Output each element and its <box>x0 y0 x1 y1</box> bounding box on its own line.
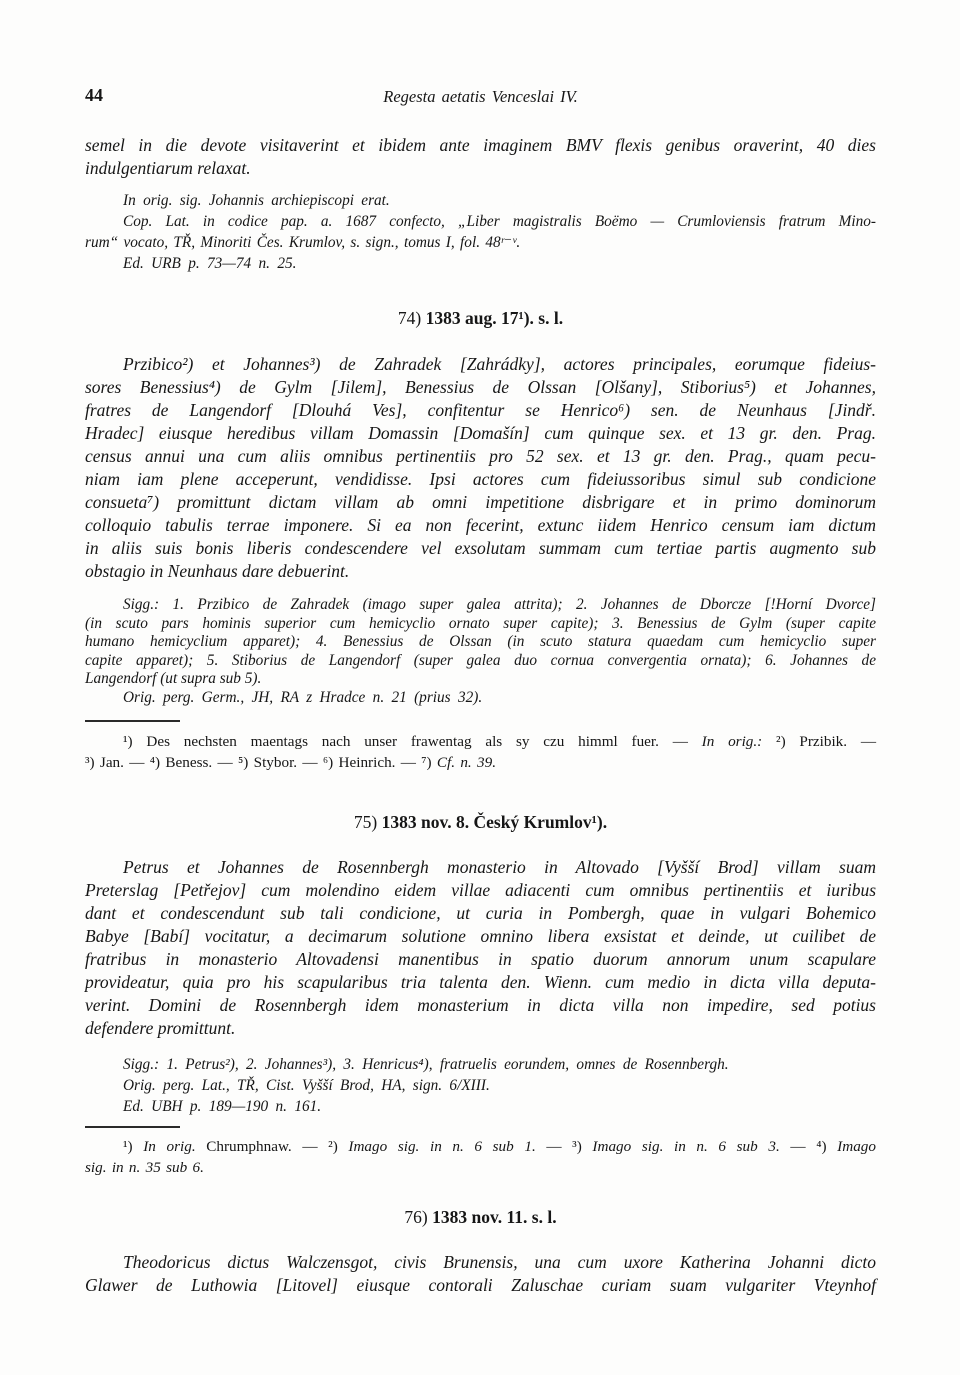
text-line: colloquio tabulis terrae imponere. Si ea non fecerint, extunc iidem Henrico censum iam dictum <box>85 515 876 535</box>
entry-75-footnotes <box>85 1136 876 1178</box>
text-line: Hradec] eiusque heredibus villam Domassin [Domašín] cum quinque sex. et 13 gr. den. Prag. <box>85 423 876 443</box>
text-line: rum“ vocato, TŘ, Minoriti Čes. Krumlov, s. sign., tomus I, fol. 48ʳ⁻ᵛ. <box>85 234 521 251</box>
text-line: consueta⁷) promittunt dictam villam ab omni impetitione disbrigare et in primo dominorum <box>85 492 876 512</box>
text-line: Glawer de Luthowia [Litovel] eiusque contorali Zaluschae curiam suam vulgariter Vteynhof <box>85 1275 876 1295</box>
entry-74-body <box>85 353 876 583</box>
entry-74-orig <box>85 689 876 708</box>
text-line: 75) 1383 nov. 8. Český Krumlov¹). <box>353 812 608 832</box>
text-line: niam iam plene acceperunt, vendidisse. Ipsi actores cum fideiussoribus simul sub condicione <box>85 469 876 489</box>
text-line: sores Benessius⁴) de Gylm [Jilem], Benessius de Olssan [Olšany], Stiborius⁵) et Johannes, <box>85 377 876 397</box>
text-line: Petrus et Johannes de Rosennbergh monasterio in Altovado [Vyšší Brod] villam suam <box>123 857 876 877</box>
text-line: fratres de Langendorf [Dlouhá Ves], confitentur se Henrico⁶) sen. de Neunhaus [Jindř. <box>85 400 876 420</box>
text-line: fratribus in monasterio Altovadensi manentibus in spatio duorum annorum unum scapulare <box>85 949 876 969</box>
text-line: ³) Jan. — ⁴) Beness. — ⁵) Stybor. — ⁶) Heinrich. — ⁷) Cf. n. 39. <box>85 754 497 771</box>
apparatus-in-orig <box>85 190 876 211</box>
text-line: capite apparet); 5. Stiborius de Langendorf (super galea duo cornua convergentia ornata); 6. Johannes de <box>85 651 876 669</box>
entry-75-body <box>85 856 876 1040</box>
text-line: census annui una cum aliis omnibus pertinentiis pro 52 sex. et 13 gr. den. Prag., quam pecu- <box>85 446 876 466</box>
text-line: 76) 1383 nov. 11. s. l. <box>404 1207 557 1227</box>
running-title: Regesta aetatis Venceslai IV. <box>383 87 578 106</box>
text-line: Ed. URB p. 73—74 n. 25. <box>123 255 297 272</box>
entry-74-footnotes <box>85 731 876 773</box>
text-line: Orig. perg. Lat., TŘ, Cist. Vyšší Brod, HA, sign. 6/XIII. <box>123 1077 490 1094</box>
text-line: obstagio in Neunhaus dare debuerint. <box>85 561 350 581</box>
text-line: Ed. UBH p. 189—190 n. 161. <box>123 1098 322 1115</box>
text-line: (in scuto pars hominis superior cum hemicyclio ornato super capite); 3. Benessius de Gylm (super capite <box>85 614 876 632</box>
footnote-separator <box>85 1126 180 1128</box>
text-line: Sigg.: 1. Przibico de Zahradek (imago super galea attrita); 2. Johannes de Dborcze [!Horní Dvorce] <box>123 596 876 613</box>
apparatus-ed <box>85 253 876 274</box>
text-line: In orig. sig. Johannis archiepiscopi erat. <box>123 192 390 209</box>
text-line: sig. in n. 35 sub 6. <box>85 1159 204 1176</box>
text-line: humano hemicyclium apparet); 4. Benessius de Olssan (in scuto statura quaedam cum hemicyclio super <box>85 633 876 650</box>
text-line: Przibico²) et Johannes³) de Zahradek [Zahrádky], actores principales, eorumque fideius- <box>123 354 876 374</box>
footnote-separator <box>85 720 180 722</box>
text-line: Preterslag [Petřejov] cum molendino eidem villae adiacenti cum omnibus pertinentiis et iuribus <box>85 880 876 900</box>
text-line: semel in die devote visitaverint et ibidem ante imaginem BMV flexis genibus oraverint, 40 dies <box>85 135 876 155</box>
page-number: 44 <box>85 85 103 105</box>
page-header <box>85 84 876 107</box>
text-line: 74) 1383 aug. 17¹). s. l. <box>397 308 564 328</box>
entry-74-heading <box>85 307 876 330</box>
apparatus-cop <box>85 211 876 253</box>
entry-74-sigg <box>85 596 876 689</box>
entry-75-sigg <box>85 1054 876 1117</box>
entry-75-heading <box>85 811 876 834</box>
text-line: defendere promittunt. <box>85 1018 236 1038</box>
text-line: Orig. perg. Germ., JH, RA z Hradce n. 21 (prius 32). <box>123 688 483 706</box>
text-line: in aliis suis bonis liberis condescendere vel exsolutam summam cum tertiae partis augmento sub <box>85 538 876 558</box>
entry-76-heading <box>85 1206 876 1229</box>
text-line: ¹) Des nechsten maentags nach unser frawentag als sy czu himml fuer. — In orig.: ²) Przibik. — <box>123 733 877 750</box>
continuation-paragraph <box>85 134 876 180</box>
text-line: provideatur, quia pro his scapularibus tria talenta den. Wienn. cum medio in dicta villa deputa- <box>85 972 876 992</box>
text-line: dant et condescendunt sub tali condicione, ut curia in Pombergh, quae in vulgari Bohemico <box>85 903 876 923</box>
entry-76-body <box>85 1251 876 1297</box>
text-line: indulgentiarum relaxat. <box>85 158 251 178</box>
text-line: Sigg.: 1. Petrus²), 2. Johannes³), 3. Henricus⁴), fratruelis eorundem, omnes de Rosennbergh. <box>123 1056 729 1073</box>
text-line: verint. Domini de Rosennbergh idem monasterium in dicta villa non impedire, sed potius <box>85 995 876 1015</box>
text-line: Babye [Babí] vocitatur, a decimarum solutione omnino libera exsistat et deinde, ut cuilibet de <box>85 926 876 946</box>
text-line: ¹) In orig. Chrumphnaw. — ²) Imago sig. in n. 6 sub 1. — ³) Imago sig. in n. 6 sub 3. — ⁴) Imago <box>123 1138 876 1155</box>
text-line: Theodoricus dictus Walczensgot, civis Brunensis, una cum uxore Katherina Johanni dicto <box>123 1252 876 1272</box>
text-line: Cop. Lat. in codice pap. a. 1687 confecto, „Liber magistralis Boëmo — Crumloviensis fratrum Mino- <box>123 213 876 230</box>
text-line: Langendorf (ut supra sub 5). <box>85 670 262 687</box>
